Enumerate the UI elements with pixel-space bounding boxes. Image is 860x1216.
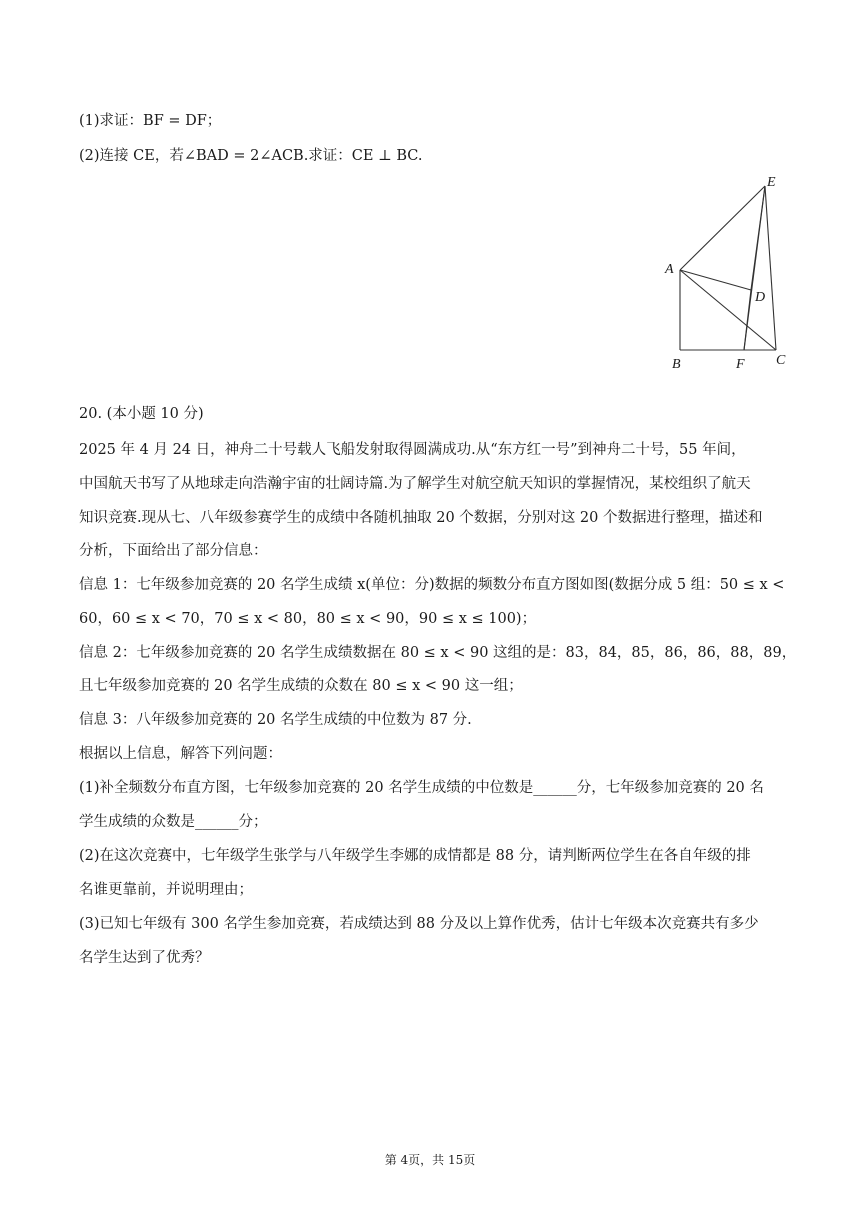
label-f: F xyxy=(736,357,745,372)
label-e: E xyxy=(767,175,776,190)
q20-header: 20. (本小题 10 分) xyxy=(79,406,204,422)
label-b: B xyxy=(672,357,681,372)
label-d: D xyxy=(755,290,766,305)
q20-question3-line-1: (3)已知七年级有 300 名学生参加竞赛，若成绩达到 88 分及以上算作优秀，估计七年级本次竞赛共有多少 xyxy=(79,916,759,932)
segment-ac xyxy=(680,270,776,350)
q20-question1-line-1: (1)补全频数分布直方图，七年级参加竞赛的 20 名学生成绩的中位数是______分，七年级参加竞赛的 20 名 xyxy=(79,780,764,796)
label-c: C xyxy=(776,353,786,368)
q20-question1-line-2: 学生成绩的众数是______分； xyxy=(79,814,268,830)
q20-prompt: 根据以上信息，解答下列问题： xyxy=(79,746,282,762)
q20-info3: 信息 3：八年级参加竞赛的 20 名学生成绩的中位数为 87 分. xyxy=(79,712,472,728)
label-a: A xyxy=(665,262,674,277)
segment-ec xyxy=(765,186,776,350)
q20-info2-line-2: 且七年级参加竞赛的 20 名学生成绩的众数在 80 ≤ x < 90 这一组； xyxy=(79,678,523,694)
segment-ad xyxy=(680,270,751,290)
q20-info1-line-1: 信息 1：七年级参加竞赛的 20 名学生成绩 x(单位：分)数据的频数分布直方图如图(数据分成 5 组：50 ≤ x < xyxy=(79,577,785,593)
q20-question2-line-2: 名谁更靠前，并说明理由； xyxy=(79,882,253,898)
q20-intro-line-4: 分析，下面给出了部分信息： xyxy=(79,543,268,559)
segment-ae xyxy=(680,186,765,270)
q20-info1-line-2: 60，60 ≤ x < 70，70 ≤ x < 80，80 ≤ x < 90，90 ≤ x ≤ 100)； xyxy=(79,611,537,627)
q20-question3-line-2: 名学生达到了优秀？ xyxy=(79,950,210,966)
q19-part1: (1)求证：BF = DF； xyxy=(79,113,222,129)
q19-part2: (2)连接 CE，若∠BAD = 2∠ACB.求证：CE ⊥ BC. xyxy=(79,148,423,164)
geometry-figure xyxy=(660,168,810,378)
segment-fe xyxy=(744,186,765,350)
page-footer: 第 4页，共 15页 xyxy=(384,1153,476,1167)
q20-intro-line-2: 中国航天书写了从地球走向浩瀚宇宙的壮阔诗篇.为了解学生对航空航天知识的掌握情况，某校组织了航天 xyxy=(79,476,751,492)
q20-question2-line-1: (2)在这次竞赛中，七年级学生张学与八年级学生李娜的成情都是 88 分，请判断两位学生在各自年级的排 xyxy=(79,848,751,864)
q20-intro-line-1: 2025 年 4 月 24 日，神舟二十号载人飞船发射取得圆满成功.从“东方红一号”到神舟二十号，55 年间， xyxy=(79,442,746,458)
q20-info2-line-1: 信息 2：七年级参加竞赛的 20 名学生成绩数据在 80 ≤ x < 90 这组的是：83，84，85，86，86，88，89， xyxy=(79,645,797,661)
q20-intro-line-3: 知识竞赛.现从七、八年级参赛学生的成绩中各随机抽取 20 个数据，分别对这 20 个数据进行整理，描述和 xyxy=(79,510,763,526)
